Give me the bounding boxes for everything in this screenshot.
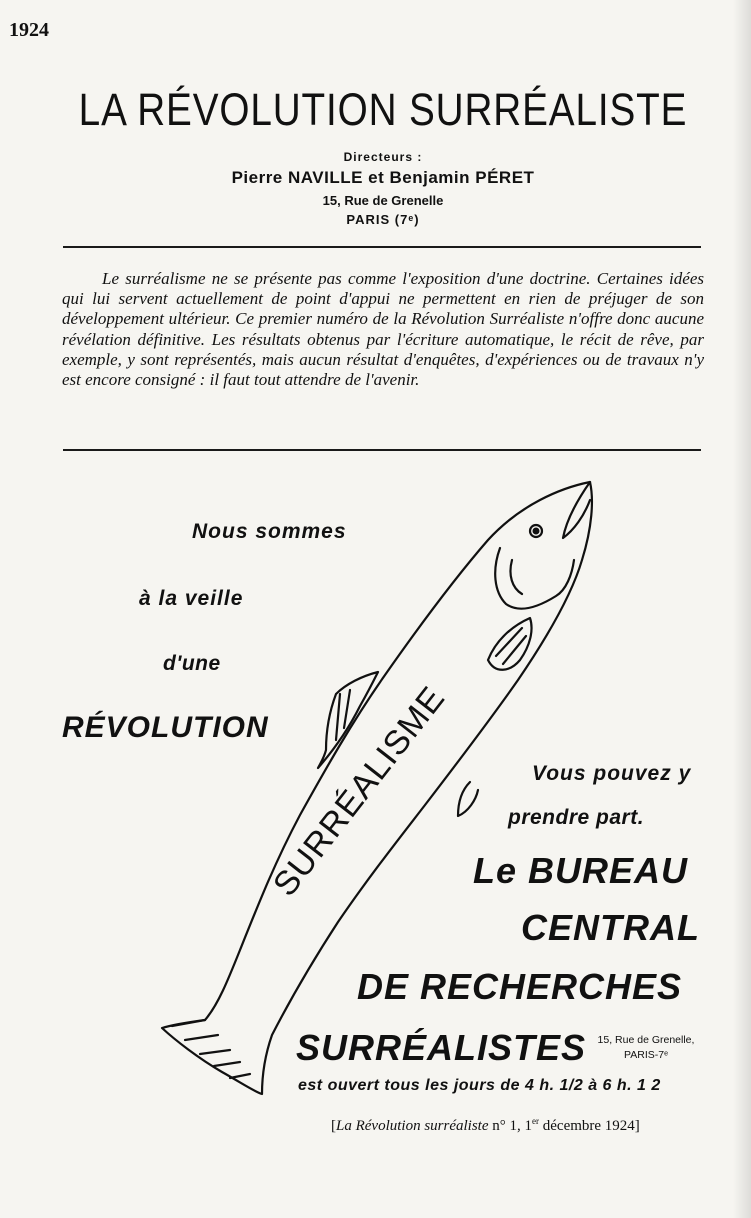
bureau-street: 15, Rue de Grenelle, bbox=[597, 1034, 695, 1046]
bureau-city: PARIS-7ᵉ bbox=[624, 1049, 668, 1061]
slogan-line-3: d'une bbox=[163, 652, 221, 675]
slogan-line-5: Vous pouvez y bbox=[532, 762, 692, 785]
bureau-address bbox=[589, 1033, 703, 1063]
citation-date: décembre 1924] bbox=[539, 1118, 640, 1134]
top-rule bbox=[63, 246, 701, 248]
slogan-line-10: SURRÉALISTES bbox=[296, 1027, 587, 1068]
editorial-city: PARIS (7ᵉ) bbox=[346, 212, 420, 227]
intro-paragraph: Le surréalisme ne se présente pas comme l'exposition d'une doctrine. Certaines idées qui lui servent actuellement de point d'appui ne permettent en rien de préjuger de son développement ultérieur. Ce premier numéro de la Révolution Surréaliste n'offre donc aucune révélation définitive. Les résultats obtenus par l'écriture automatique, le récit de rêve, par exemple, y sont représentés, mais aucun résultat d'enquêtes, d'expériences ou de travaux n'y est encore consigné : il faut tout attendre de l'avenir. bbox=[62, 269, 704, 390]
citation-open: [ bbox=[331, 1118, 336, 1134]
slogan-line-8: CENTRAL bbox=[521, 907, 700, 948]
citation-title: La Révolution surréaliste bbox=[336, 1118, 489, 1134]
page-year: 1924 bbox=[9, 19, 49, 41]
citation-issue: n° 1, 1 bbox=[488, 1118, 532, 1134]
bottom-rule bbox=[63, 449, 701, 451]
editorial-address: 15, Rue de Grenelle bbox=[322, 193, 444, 208]
source-citation bbox=[331, 1116, 640, 1135]
slogan-line-1: Nous sommes bbox=[192, 520, 347, 543]
fish-label: SURRÉALISME bbox=[265, 679, 453, 904]
slogan-line-2: à la veille bbox=[139, 587, 244, 610]
opening-hours: est ouvert tous les jours de 4 h. 1/2 à 6 h. 1 2 bbox=[298, 1077, 661, 1094]
citation-sup: er bbox=[532, 1116, 539, 1126]
slogan-line-9: DE RECHERCHES bbox=[357, 966, 683, 1007]
directors-names: Pierre NAVILLE et Benjamin PÉRET bbox=[231, 168, 535, 187]
directors-label: Directeurs : bbox=[343, 150, 423, 164]
slogan-line-6: prendre part. bbox=[508, 806, 645, 829]
slogan-line-7: Le BUREAU bbox=[473, 850, 689, 891]
slogan-line-4: RÉVOLUTION bbox=[62, 711, 269, 744]
masthead-title: LA RÉVOLUTION SURRÉALISTE bbox=[78, 84, 688, 135]
